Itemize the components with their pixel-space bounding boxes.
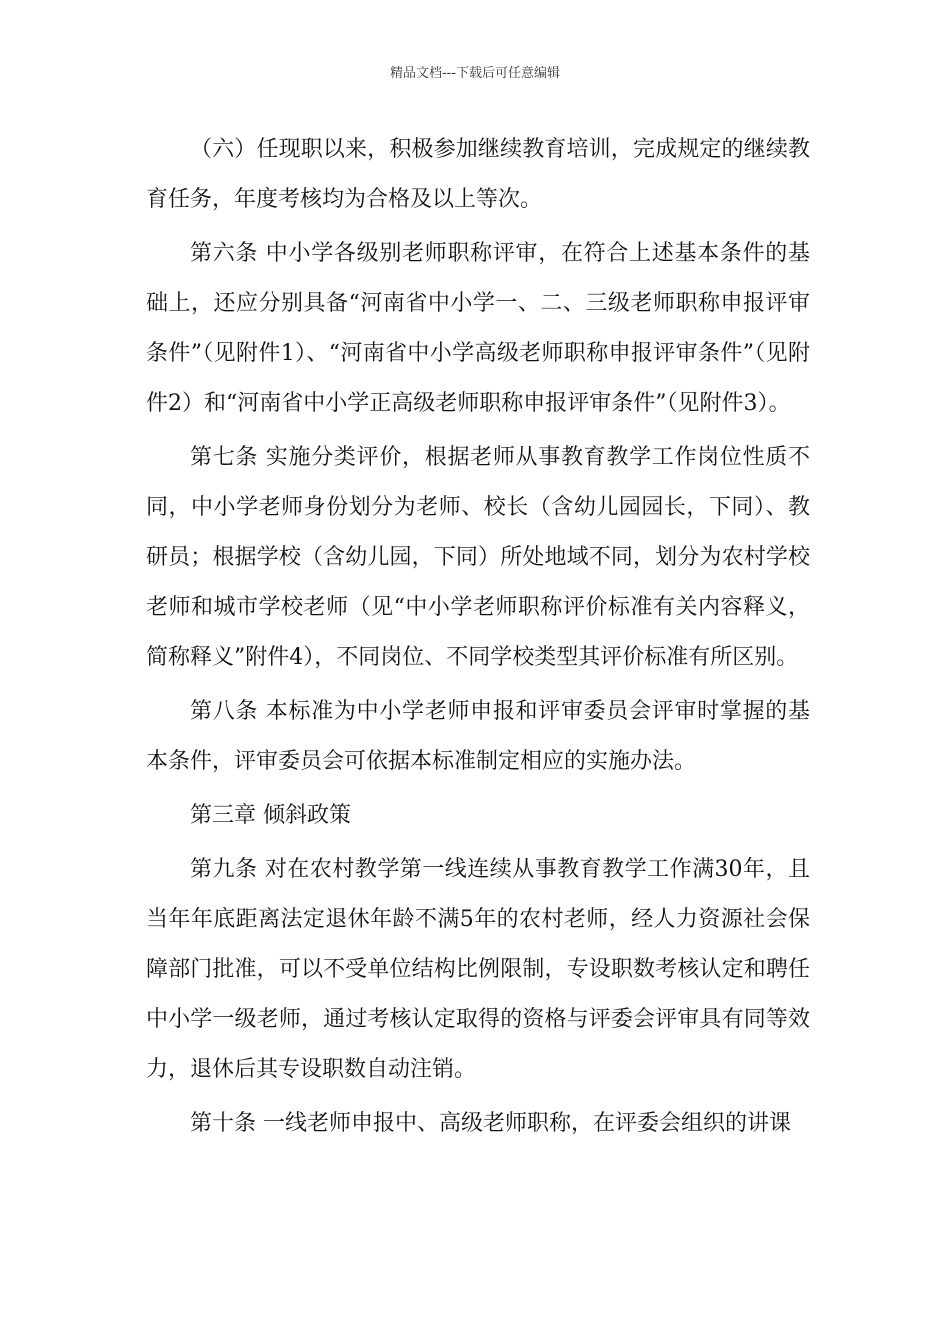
paragraph-article-9: 第九条 对在农村教学第一线连续从事教育教学工作满30年，且当年年底距离法定退休年龄不满5年的农村老师，经人力资源社会保障部门批准，可以不受单位结构比例限制，专设职数考核认定和聘任中小学一级老师，通过考核认定取得的资格与评委会评审具有同等效力，退休后其专设职数自动注销。 [146, 857, 810, 1082]
paragraph-article-8: 第八条 本标准为中小学老师申报和评审委员会评审时掌握的基本条件，评审委员会可依据本标准制定相应的实施办法。 [146, 699, 810, 774]
paragraph-continuing-education: （六）任现职以来，积极参加继续教育培训，完成规定的继续教育任务，年度考核均为合格及以上等次。 [146, 137, 810, 212]
chapter-heading: 第三章 倾斜政策 [190, 803, 351, 828]
page-header: 精品文档---下载后可任意编辑 [389, 66, 561, 81]
paragraph-article-7: 第七条 实施分类评价，根据老师从事教育教学工作岗位性质不同，中小学老师身份划分为老师、校长（含幼儿园园长，下同）、教研员；根据学校（含幼儿园，下同）所处地域不同，划分为农村学校老师和城市学校老师（见“中小学老师职称评价标准有关内容释义，简称释义”附件4），不同岗位、不同学校类型其评价标准有所区别。 [146, 445, 810, 670]
paragraph-article-6: 第六条 中小学各级别老师职称评审，在符合上述基本条件的基础上，还应分别具备“河南省中小学一、二、三级老师职称申报评审条件”（见附件1）、“河南省中小学高级老师职称申报评审条件”（见附件2）和“河南省中小学正高级老师职称申报评审条件”（见附件3）。 [146, 241, 810, 416]
document-body [146, 125, 810, 1149]
paragraph-article-10: 第十条 一线老师申报中、高级老师职称，在评委会组织的讲课 [190, 1111, 791, 1136]
